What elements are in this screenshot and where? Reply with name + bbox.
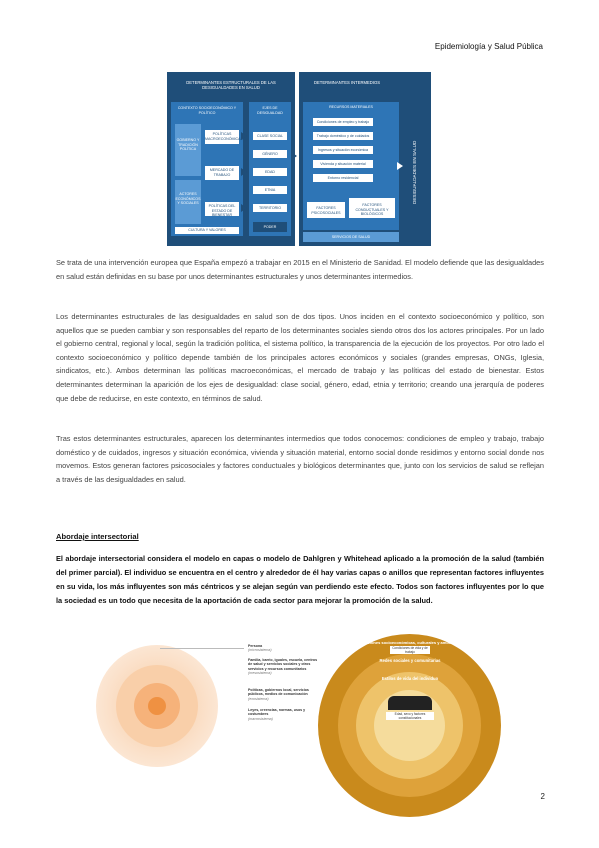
axes-title: EJES DE DESIGUALDAD <box>257 106 283 115</box>
material-item: Trabajo doméstico y de cuidados <box>313 132 373 140</box>
legend-sub: (microsistema) <box>248 648 272 653</box>
arch-outer-label: Condiciones socioeconómicas, culturales y ambientales <box>356 640 464 645</box>
people-silhouette-icon <box>388 696 432 710</box>
inequalities-label: DESIGUALDADES EN SALUD <box>412 140 417 204</box>
legend-sub: (mesosistema) <box>248 671 272 676</box>
material-item: Vivienda y situación material <box>313 160 373 168</box>
services-box: SERVICIOS DE SALUD <box>303 232 399 242</box>
power-box: PODER <box>253 222 287 232</box>
context-title: CONTEXTO SOCIOECONÓMICO Y POLÍTICO <box>177 106 237 115</box>
legend-label: Leyes, creencias, normas, usos y costumbres <box>248 708 306 717</box>
arrow-icon <box>291 152 297 160</box>
macro-box: POLÍTICAS MACROECONÓMICAS <box>205 130 239 144</box>
legend-sub: (macrosistema) <box>248 716 273 721</box>
material-item: Condiciones de empleo y trabajo <box>313 118 373 126</box>
legend-label: Políticas, gobiernos local, servicios públicos, medios de comunicación <box>248 688 309 697</box>
legend-label: Familia, barrio, iguales, escuela, centros de salud y servicios sociales y otros servicios y recursos comunitarios <box>248 658 318 671</box>
section-title: Abordaje intersectorial <box>56 532 139 541</box>
arch-middle-label: Redes sociales y comunitarias <box>379 658 441 663</box>
paragraph: Se trata de una intervención europea que España empezó a trabajar en 2015 en el Ministerio de Sanidad. El modelo defiende que las desigualdades en salud están definidas en su base por unos determinantes estructurales y unos determinantes intermedios. <box>56 258 544 281</box>
paragraph: Tras estos determinantes estructurales, aparecen los determinantes intermedios que todos conocemos: condiciones de empleo y trabajo, trabajo doméstico y de cuidados, ingresos y situación económica, vivienda y situación material, entorno social donde residimos y entorno social donde nos movemos. Estos generan factores psicosociales y factores conductuales y biológicos determinantes que, junto con los servicios de salud se reflejan a través de las desigualdades en salud. <box>56 434 544 484</box>
material-item: Ingresos y situación económica <box>313 146 373 154</box>
legend-item <box>248 708 318 721</box>
leader-lines <box>160 648 244 719</box>
axis-item: CLASE SOCIAL <box>253 132 287 140</box>
material-item: Entorno residencial <box>313 174 373 182</box>
behavioural-box: FACTORES CONDUCTUALES Y BIOLÓGICOS <box>349 198 395 218</box>
psychosocial-box: FACTORES PSICOSOCIALES <box>307 202 345 218</box>
paragraph: Los determinantes estructurales de las desigualdades en salud son de dos tipos. Unos inciden en el contexto socioeconómico y político, son aquellos que se pueden cambiar y son responsables del reparto de los determinantes sociales siendo otros dos los actores principales. Por un lado el gobierno central, regional y local, según la tradición política, el sistema político, la transparencia de la ejecución de los proyectos. Por otro lado el contexto socioeconómico y político depende también de los principales actores económicos y sociales (grandes empresas, ONGs, Iglesia, sindicatos, etc.). Ambos determinan las políticas macroeconómicas, el mercado de trabajo y las políticas del estado de bienestar. Estos determinantes determinan la aparición de los ejes de desigualdad: clase social, género, edad, etnia y territorio; creando una jerarquía de poderes que debe de reducirse, en este contexto, en términos de salud. <box>56 312 544 403</box>
arch-work-label: Condiciones de vida y de trabajo <box>390 646 430 654</box>
bold-paragraph: El abordaje intersectorial considera el modelo en capas o modelo de Dahlgren y Whitehead aplicado a la promoción de la salud (también del primer parcial). El individuo se encuentra en el centro y alrededor de él hay varias capas o anillos que representan factores influyentes en su vida, los más influyentes son más céntricos y se alejan según van perdiendo este efecto. Todos son factores influyentes por lo que la sociedad es un todo que necesita de la aportación de cada sector para mejorar la promoción de la salud. <box>56 554 544 605</box>
arch-inner-label: Estilos de vida del individuo <box>381 676 439 681</box>
axis-item: EDAD <box>253 168 287 176</box>
determinants-diagram <box>167 72 431 246</box>
structural-title: DETERMINANTES ESTRUCTURALES DE LAS DESIGUALDADES EN SALUD <box>186 80 276 90</box>
intermediate-title: DETERMINANTES INTERMEDIOS <box>313 80 381 85</box>
culture-box: CULTURA Y VALORES <box>175 227 239 234</box>
legend-item <box>248 658 318 676</box>
page-number: 2 <box>540 792 545 801</box>
welfare-box: POLÍTICAS DEL ESTADO DE BIENESTAR <box>205 202 239 216</box>
axis-item: GÉNERO <box>253 150 287 158</box>
arch-center-label: Edad, sexo y factores constitucionales <box>386 712 434 720</box>
legend-label: Persona <box>248 644 263 648</box>
governance-box: GOBIERNO Y TRADICIÓN POLÍTICA <box>175 124 201 176</box>
arrow-icon <box>241 132 247 140</box>
axis-item: ETNIA <box>253 186 287 194</box>
legend-item <box>248 644 318 653</box>
arrow-icon <box>241 204 247 212</box>
legend-sub: (exosistema) <box>248 696 269 701</box>
material-title: RECURSOS MATERIALES <box>329 105 373 109</box>
labour-box: MERCADO DE TRABAJO <box>205 166 239 180</box>
arrow-icon <box>241 168 247 176</box>
dahlgren-whitehead-model <box>318 628 501 726</box>
legend-item <box>248 688 318 701</box>
page-header: Epidemiología y Salud Pública <box>434 42 543 51</box>
actors-box: ACTORES ECONÓMICOS Y SOCIALES <box>175 180 201 224</box>
arrow-icon <box>397 162 403 170</box>
axis-item: TERRITORIO <box>253 204 287 212</box>
